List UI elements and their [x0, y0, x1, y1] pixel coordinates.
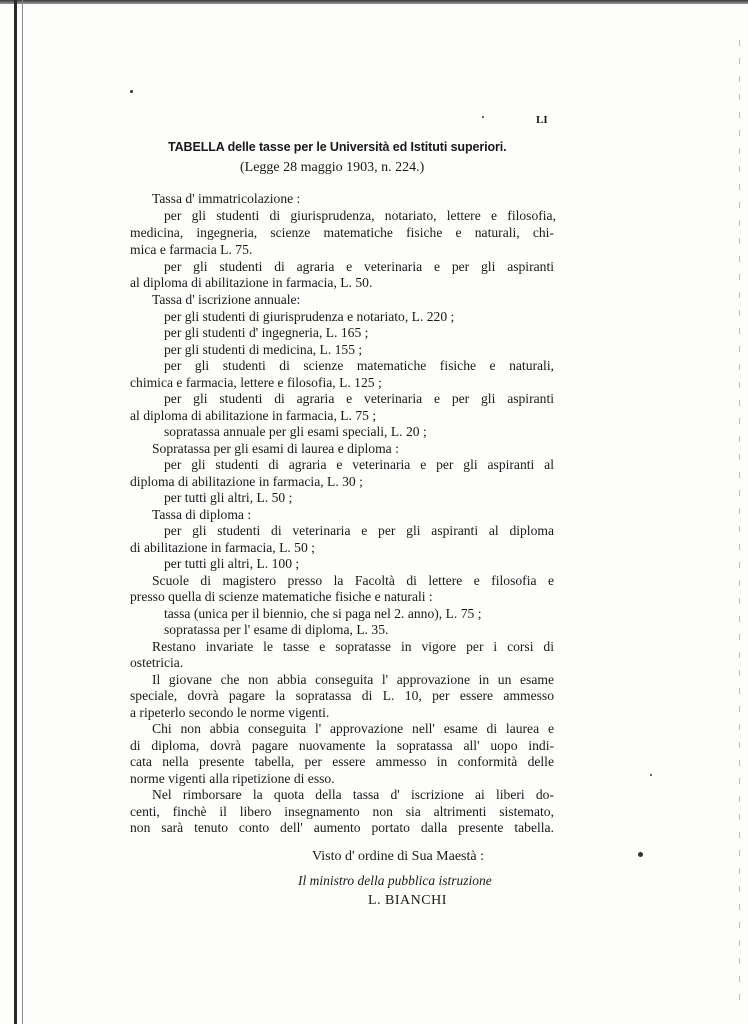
text-line: norme vigenti alla ripetizione di esso.	[130, 771, 335, 786]
text-line: mica e farmacia L. 75.	[130, 242, 253, 257]
minister-title: Il ministro della pubblica istruzione	[298, 873, 492, 888]
text-line: centi, finchè il libero insegnamento non sia altrimenti sistemato,	[130, 804, 554, 819]
text-line: Sopratassa per gli esami di laurea e diploma :	[152, 441, 399, 456]
speck	[650, 774, 652, 776]
scan-top-edge	[0, 0, 748, 4]
text-line: per tutti gli altri, L. 50 ;	[164, 490, 293, 505]
text-line: per gli studenti di giurisprudenza e notariato, L. 220 ;	[164, 309, 455, 324]
text-line: Restano invariate le tasse e sopratasse in vigore per i corsi di	[152, 639, 554, 654]
scan-right-edge	[739, 40, 740, 1000]
text-line: per gli studenti di medicina, L. 155 ;	[164, 342, 363, 357]
text-line: presso quella di scienze matematiche fisiche e naturali :	[130, 589, 433, 604]
text-line: medicina, ingegneria, scienze matematiche fisiche e naturali, chi-	[130, 225, 554, 240]
text-line: di diploma, dovrà pagare nuovamente la sopratassa all' uopo indi-	[130, 738, 554, 753]
text-line: sopratassa annuale per gli esami speciali, L. 20 ;	[164, 424, 427, 439]
text-line: diploma di abilitazione in farmacia, L. 30 ;	[130, 474, 363, 489]
minister-name: L. BIANCHI	[368, 893, 447, 908]
text-line: Tassa d' iscrizione annuale:	[152, 292, 301, 307]
text-line: per gli studenti di agraria e veterinaria e per gli aspiranti al	[164, 457, 554, 472]
text-line: cata nella presente tabella, per essere ammesso in conformità delle	[130, 754, 554, 769]
text-line: sopratassa per l' esame di diploma, L. 35.	[164, 622, 389, 637]
text-line: a ripeterlo secondo le norme vigenti.	[130, 705, 330, 720]
text-line: Nel rimborsare la quota della tassa d' iscrizione ai liberi do-	[152, 787, 554, 802]
scan-binding-edge	[14, 0, 17, 1024]
page-number: LI	[536, 114, 548, 126]
text-line: Tassa d' immatricolazione :	[152, 191, 301, 206]
text-line: tassa (unica per il biennio, che si paga nel 2. anno), L. 75 ;	[164, 606, 482, 621]
text-line: per tutti gli altri, L. 100 ;	[164, 556, 300, 571]
text-line: per gli studenti di scienze matematiche fisiche e naturali,	[164, 358, 554, 373]
law-reference: (Legge 28 maggio 1903, n. 224.)	[240, 160, 425, 175]
text-line: di abilitazione in farmacia, L. 50 ;	[130, 540, 315, 555]
text-line: speciale, dovrà pagare la sopratassa di L. 10, per essere ammesso	[130, 688, 554, 703]
speck	[482, 116, 484, 118]
scan-binding-shadow	[22, 0, 23, 1024]
text-line: Tassa di diploma :	[152, 507, 252, 522]
text-line: ostetricia.	[130, 655, 184, 670]
text-line: Chi non abbia conseguita l' approvazione nell' esame di laurea e	[152, 721, 554, 736]
text-line: per gli studenti d' ingegneria, L. 165 ;	[164, 325, 369, 340]
approval-line: Visto d' ordine di Sua Maestà :	[312, 849, 484, 864]
speck	[130, 90, 133, 93]
text-line: per gli studenti di veterinaria e per gli aspiranti al diploma	[164, 523, 554, 538]
text-line: al diploma di abilitazione in farmacia, L. 50.	[130, 275, 373, 290]
text-line: per gli studenti di giurisprudenza, notariato, lettere e filosofia,	[164, 208, 556, 223]
text-line: per gli studenti di agraria e veterinaria e per gli aspiranti	[164, 259, 554, 274]
text-line: chimica e farmacia, lettere e filosofia, L. 125 ;	[130, 375, 382, 390]
speck	[638, 852, 643, 857]
text-line: al diploma di abilitazione in farmacia, L. 75 ;	[130, 408, 377, 423]
text-line: per gli studenti di agraria e veterinaria e per gli aspiranti	[164, 391, 554, 406]
text-line: Scuole di magistero presso la Facoltà di lettere e filosofia e	[152, 573, 554, 588]
table-title: TABELLA delle tasse per le Università ed Istituti superiori.	[168, 140, 507, 154]
text-line: Il giovane che non abbia conseguita l' approvazione in un esame	[152, 672, 554, 687]
text-line: non sarà tenuto conto dell' aumento portato dalla presente tabella.	[130, 820, 554, 835]
